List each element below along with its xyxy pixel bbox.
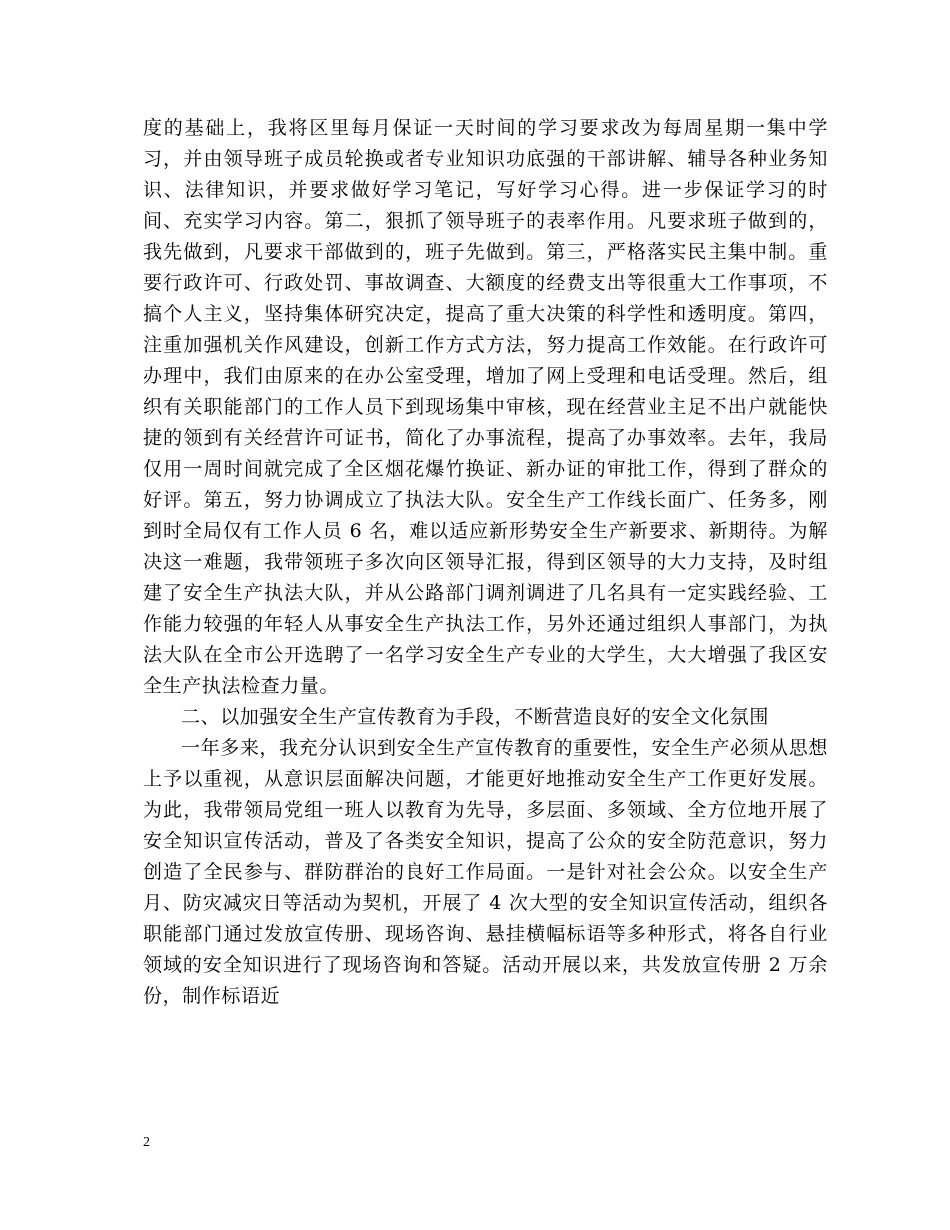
page-number: 2 bbox=[143, 1135, 150, 1150]
document-body bbox=[143, 113, 828, 1012]
body-paragraph-continued: 度的基础上，我将区里每月保证一天时间的学习要求改为每周星期一集中学习，并由领导班子成员轮换或者专业知识功底强的干部讲解、辅导各种业务知识、法律知识，并要求做好学习笔记，写好学习心得。进一步保证学习的时间、充实学习内容。第二，狠抓了领导班子的表率作用。凡要求班子做到的，我先做到，凡要求干部做到的，班子先做到。第三，严格落实民主集中制。重要行政许可、行政处罚、事故调查、大额度的经费支出等很重大工作事项，不搞个人主义，坚持集体研究决定，提高了重大决策的科学性和透明度。第四，注重加强机关作风建设，创新工作方式方法，努力提高工作效能。在行政许可办理中，我们由原来的在办公室受理，增加了网上受理和电话受理。然后，组织有关职能部门的工作人员下到现场集中审核，现在经营业主足不出户就能快捷的领到有关经营许可证书，简化了办事流程，提高了办事效率。去年，我局仅用一周时间就完成了全区烟花爆竹换证、新办证的审批工作，得到了群众的好评。第五，努力协调成立了执法大队。安全生产工作线长面广、任务多，刚到时全局仅有工作人员 6 名，难以适应新形势安全生产新要求、新期待。为解决这一难题，我带领班子多次向区领导汇报，得到区领导的大力支持，及时组建了安全生产执法大队，并从公路部门调剂调进了几名具有一定实践经验、工作能力较强的年轻人从事安全生产执法工作，另外还通过组织人事部门，为执法大队在全市公开选聘了一名学习安全生产专业的大学生，大大增强了我区安全生产执法检查力量。 bbox=[143, 117, 828, 697]
section-heading: 二、以加强安全生产宣传教育为手段，不断营造良好的安全文化氛围 bbox=[181, 706, 770, 728]
body-paragraph: 一年多来，我充分认识到安全生产宣传教育的重要性，安全生产必须从思想上予以重视，从意识层面解决问题，才能更好地推动安全生产工作更好发展。为此，我带领局党组一班人以教育为先导，多层面、多领域、全方位地开展了安全知识宣传活动，普及了各类安全知识，提高了公众的安全防范意识，努力创造了全民参与、群防群治的良好工作局面。一是针对社会公众。以安全生产月、防灾减灾日等活动为契机，开展了 4 次大型的安全知识宣传活动，组织各职能部门通过发放宣传册、现场咨询、悬挂横幅标语等多种形式，将各自行业领域的安全知识进行了现场咨询和答疑。活动开展以来，共发放宣传册 2 万余份，制作标语近 bbox=[143, 737, 828, 1007]
